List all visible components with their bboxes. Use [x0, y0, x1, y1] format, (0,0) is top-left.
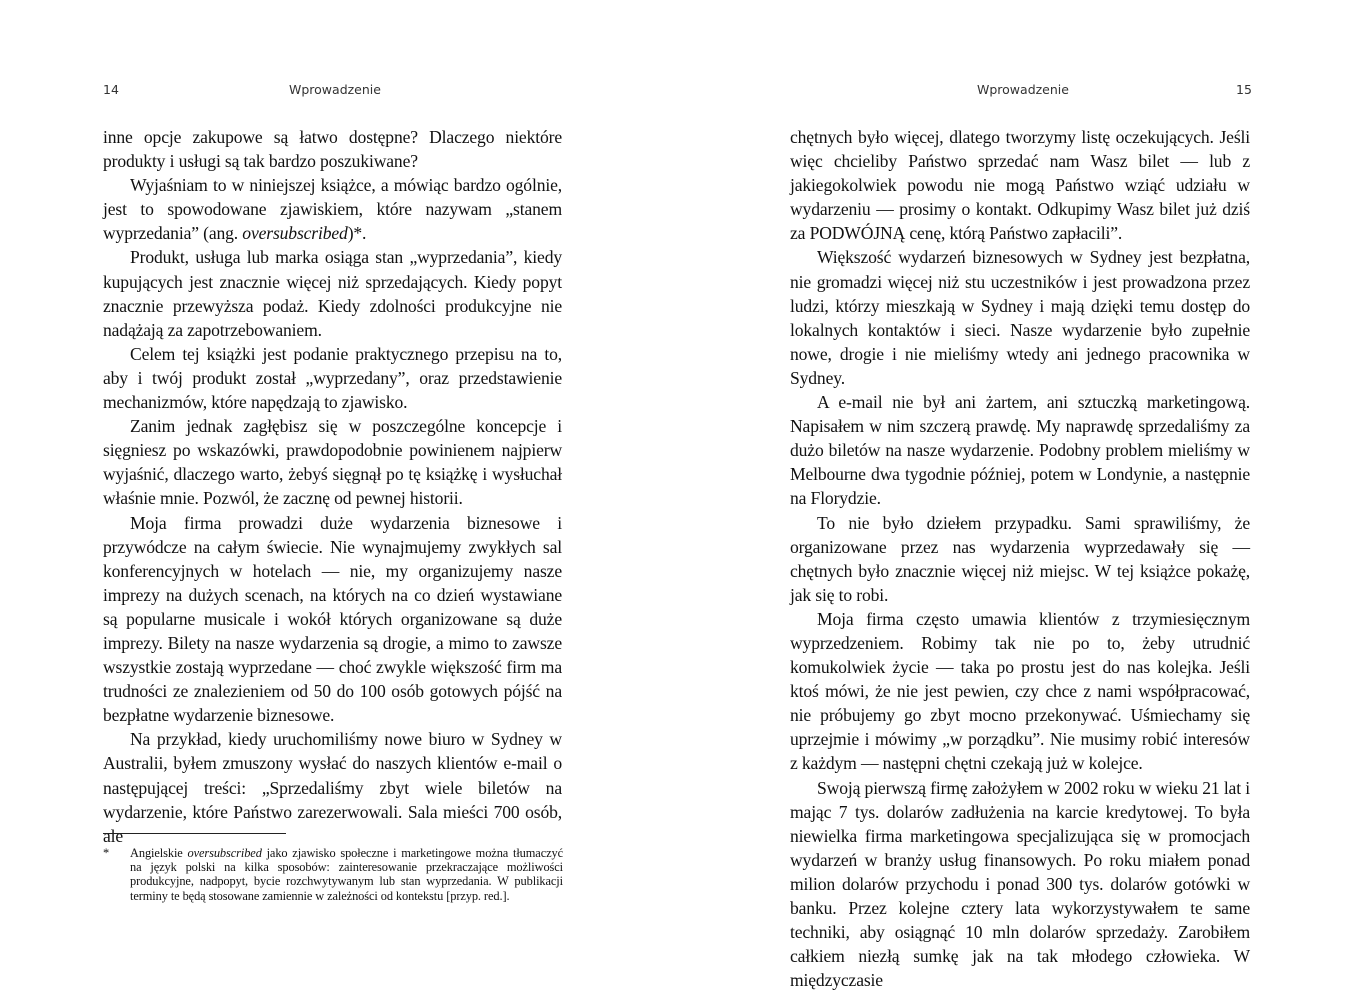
running-header-title: Wprowadzenie: [289, 82, 381, 97]
footnote: [103, 846, 563, 903]
paragraph-text: Wyjaśniam to w niniejszej książce, a mówiąc bardzo ogólnie, jest to spowodowane zjawiskiem, które nazywam „stanem wyprzedania” (ang.: [103, 175, 562, 244]
body-text: [790, 125, 1250, 992]
footnote-text-part: Angielskie: [130, 846, 188, 860]
paragraph: To nie było dziełem przypadku. Sami sprawiliśmy, że organizowane przez nas wydarzenia wyprzedawały się — chętnych było znacznie więcej niż miejsc. W tej książce pokażę, jak się to robi.: [790, 512, 1250, 605]
italic-term: oversubscribed: [242, 223, 348, 244]
paragraph-text: )*.: [347, 223, 367, 244]
left-page: [0, 0, 676, 1003]
paragraph: Na przykład, kiedy uruchomiliśmy nowe biuro w Sydney w Australii, byłem zmuszony wysłać do naszych klientów e-mail o następującej treści: „Sprzedaliśmy zbyt wiele biletów na wydarzenie, które Państwo zarezerwowali. Sala mieści 700 osób, ale: [103, 729, 562, 846]
paragraph: A e-mail nie był ani żartem, ani sztuczką marketingową. Napisałem w nim szczerą prawdę. My naprawdę sprzedaliśmy za dużo biletów na nasze wydarzenie. Podobny problem mieliśmy w Melbourne dwa tygodnie później, potem w Londynie, a następnie na Florydzie.: [790, 392, 1250, 509]
paragraph: inne opcje zakupowe są łatwo dostępne? Dlaczego niektóre produkty i usługi są tak bardzo poszukiwane?: [103, 127, 562, 172]
body-text: [103, 125, 562, 848]
paragraph: Większość wydarzeń biznesowych w Sydney jest bezpłatna, nie gromadzi więcej niż stu uczestników i jest prowadzona przez ludzi, którzy mieszkają w Sydney i mają dzięki temu dostęp do lokalnych kontaktów i sieci. Nasze wydarzenie było zupełnie nowe, drogie i nie mieliśmy wtedy ani jednego pracownika w Sydney.: [790, 247, 1250, 388]
footnote-text: [130, 846, 563, 903]
paragraph: Produkt, usługa lub marka osiąga stan „wyprzedania”, kiedy kupujących jest znacznie więcej niż sprzedających. Kiedy popyt znacznie przewyższa podaż. Kiedy zdolności produkcyjne nie nadążają za zapotrzebowaniem.: [103, 247, 562, 340]
page-number: 14: [103, 82, 119, 97]
page-number: 15: [1236, 82, 1252, 97]
paragraph: chętnych było więcej, dlatego tworzymy listę oczekujących. Jeśli więc chcieliby Państwo sprzedać nam Wasz bilet — lub z jakiegokolwiek powodu nie mogą Państwo wziąć udziału w wydarzeniu — prosimy o kontakt. Odkupimy Wasz bilet już dziś za PODWÓJNĄ cenę, którą Państwo zapłacili”.: [790, 127, 1250, 244]
footnote-text-part: jako zjawisko społeczne i marketingowe można tłumaczyć na język polski na kilka sposobów: zainteresowanie przekraczające możliwości produkcyjne, nadpopyt, bycie rozchwytywanym lub stan wyprzedania. W publikacji terminy te będą stosowane zamiennie w zależności od kontekstu [przyp. red.].: [130, 846, 564, 903]
right-page: [676, 0, 1353, 1003]
footnote-divider: [103, 833, 286, 834]
paragraph: Moja firma często umawia klientów z trzymiesięcznym wyprzedzeniem. Robimy tak nie po to, żeby utrudnić komukolwiek życie — taka po prostu jest do nas kolejka. Jeśli ktoś mówi, że nie jest pewien, czy chce z nami współpracować, nie próbujemy go zbyt mocno przekonywać. Uśmiechamy się uprzejmie i mówimy „w porządku”. Nie musimy robić interesów z każdym — następni chętni czekają już w kolejce.: [790, 608, 1250, 774]
paragraph: [103, 173, 562, 245]
footnote-marker: *: [103, 846, 110, 860]
paragraph: Swoją pierwszą firmę założyłem w 2002 roku w wieku 21 lat i mając 7 tys. dolarów zadłużenia na karcie kredytowej. To była niewielka firma marketingowa specjalizująca się w promocjach wydarzeń w branży usług finansowych. Po roku miałem ponad milion dolarów przychodu i ponad 300 tys. dolarów gotówki w banku. Przez kolejne cztery lata wykorzystywałem te same techniki, aby osiągnąć 10 mln dolarów sprzedaży. Zarobiłem całkiem niezłą sumkę jak na tak młodego człowieka. W międzyczasie: [790, 777, 1250, 991]
italic-term: oversubscribed: [187, 846, 262, 860]
paragraph: Celem tej książki jest podanie praktycznego przepisu na to, aby i twój produkt został „wyprzedany”, oraz przedstawienie mechanizmów, które napędzają to zjawisko.: [103, 343, 562, 413]
paragraph: Moja firma prowadzi duże wydarzenia biznesowe i przywódcze na całym świecie. Nie wynajmujemy zwykłych sal konferencyjnych w hotelach — nie, my organizujemy nasze imprezy na dużych scenach, na których na co dzień wystawiane są popularne musicale i wokół których organizowane są duże imprezy. Bilety na nasze wydarzenia są drogie, a mimo to zawsze wszystkie zostają wyprzedane — choć zwykle większość firm ma trudności ze znalezieniem od 50 do 100 osób gotowych pójść na bezpłatne wydarzenie biznesowe.: [103, 512, 562, 726]
paragraph: Zanim jednak zagłębisz się w poszczególne koncepcje i sięgniesz po wskazówki, prawdopodobnie powinienem najpierw wyjaśnić, dlaczego warto, żebyś sięgnął po tę książkę i wysłuchał właśnie mnie. Pozwól, że zacznę od pewnej historii.: [103, 416, 562, 509]
running-header-title: Wprowadzenie: [977, 82, 1069, 97]
